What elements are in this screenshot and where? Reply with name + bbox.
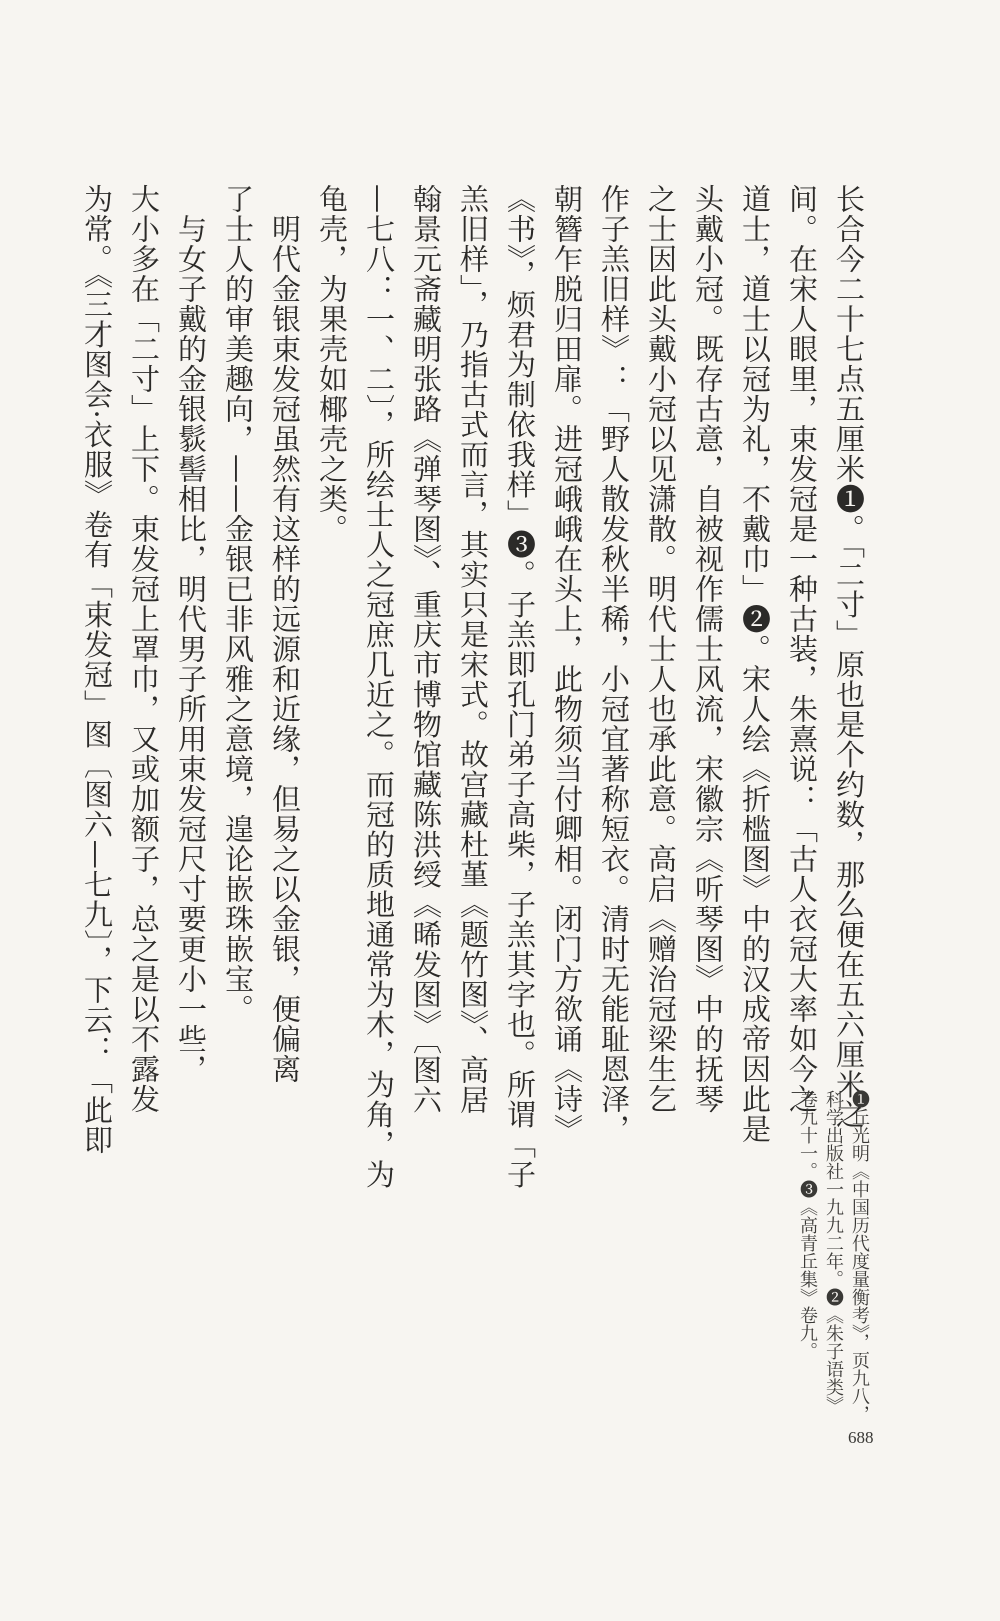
text-column: 道士，道士以冠为礼，不戴巾」❷。宋人绘《折槛图》中的汉成帝因此是 xyxy=(738,184,772,1144)
text-column: 翰景元斋藏明张路《弹琴图》、重庆市博物馆藏陈洪绶《晞发图》〔图六 xyxy=(409,184,443,1115)
footnotes xyxy=(762,1090,872,1423)
text-column: 明代金银束发冠虽然有这样的远源和近缘，但易之以金银，便偏离 xyxy=(268,184,302,1084)
footnote-column: 科学出版社一九九二年。❷《朱子语类》 xyxy=(823,1090,844,1414)
text-column: 作子羔旧样》：「野人散发秋半稀，小冠宜著称短衣。清时无能耻恩泽， xyxy=(597,184,631,1144)
text-column: 与女子戴的金银䯼髻相比，明代男子所用束发冠尺寸要更小一些， xyxy=(174,184,208,1084)
text-column: 《书》，烦君为制依我样」❸。子羔即孔门弟子高柴，子羔其字也。所谓「子 xyxy=(503,184,537,1190)
text-column: 龟壳，为果壳如椰壳之类。 xyxy=(315,184,349,544)
footnote-column: ❶丘光明《中国历代度量衡考》，页九八， xyxy=(849,1090,870,1423)
text-column: 了士人的审美趣向，——金银已非风雅之意境，遑论嵌珠嵌宝。 xyxy=(221,184,255,1024)
main-text-block xyxy=(80,184,872,1190)
text-column: 为常。《三才图会·衣服》卷有「束发冠」图〔图六—七九〕，下云：「此即 xyxy=(80,184,114,1156)
page-number: 688 xyxy=(848,1428,874,1447)
text-column: —七八：一、二〕，所绘士人之冠庶几近之。而冠的质地通常为木，为角，为 xyxy=(362,184,396,1190)
text-column: 大小多在「二寸」上下。束发冠上罩巾，又或加额子，总之是以不露发 xyxy=(127,184,161,1114)
text-column: 长合今二十七点五厘米❶。「二寸」原也是个约数，那么便在五六厘米之 xyxy=(832,184,866,1130)
text-column: 头戴小冠。既存古意，自被视作儒士风流，宋徽宗《听琴图》中的抚琴 xyxy=(691,184,725,1114)
text-column: 间。在宋人眼里，束发冠是一种古装，朱熹说：「古人衣冠大率如今之 xyxy=(785,184,819,1114)
text-column: 羔旧样」，乃指古式而言，其实只是宋式。故宫藏杜堇《题竹图》、高居 xyxy=(456,184,490,1115)
text-column: 之士因此头戴小冠以见潇散。明代士人也承此意。高启《赠治冠梁生乞 xyxy=(644,184,678,1114)
text-column: 朝簪乍脱归田扉。进冠峨峨在头上，此物须当付卿相。闭门方欲诵《诗》 xyxy=(550,184,584,1144)
footnote-column: 卷九十一。❸《高青丘集》卷九。 xyxy=(797,1090,818,1360)
